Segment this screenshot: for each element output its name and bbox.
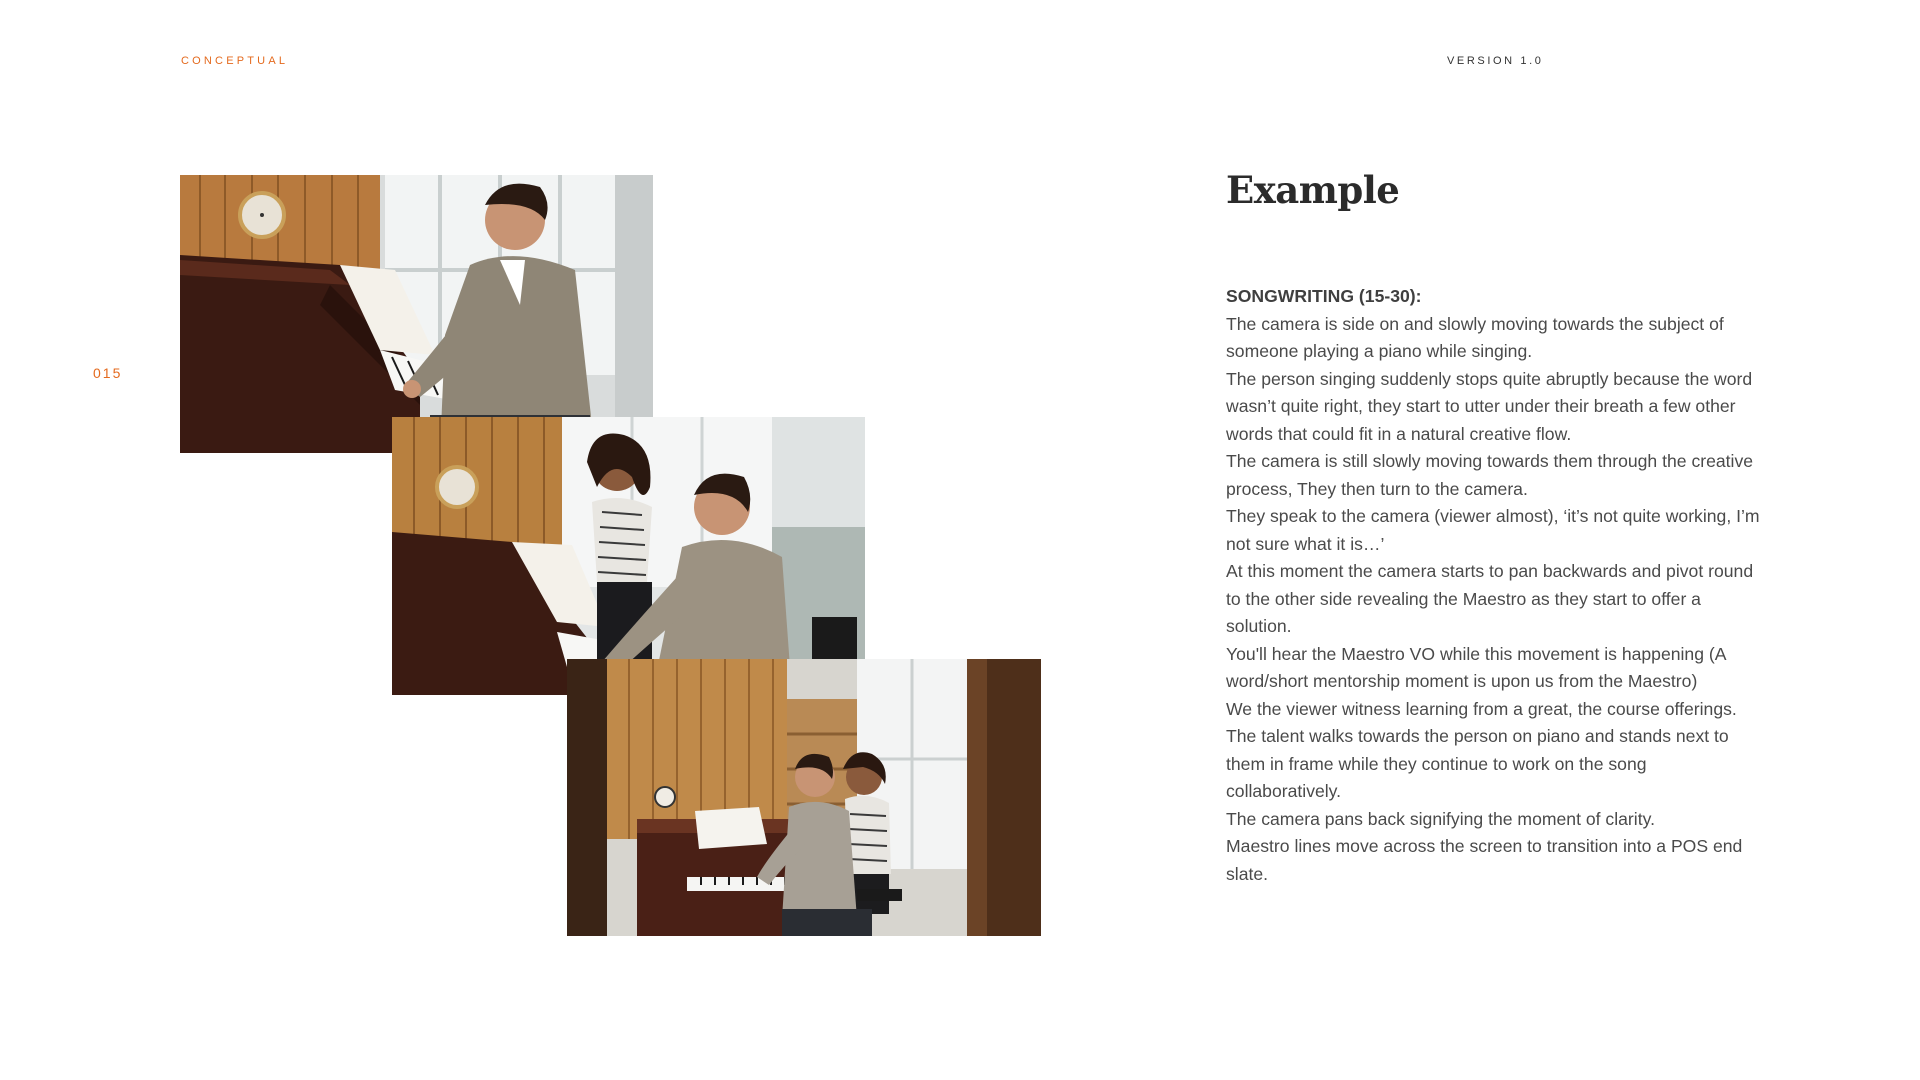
page-number: 015 [93, 365, 123, 381]
script-paragraph: We the viewer witness learning from a great, the course offerings. [1226, 698, 1737, 719]
script-paragraph: You'll hear the Maestro VO while this movement is happening (A word/short mentorship moment is upon us from the Maestro) [1226, 643, 1726, 691]
photo-pianist [180, 175, 653, 453]
photo-singer-and-pianist [392, 417, 865, 695]
script-text [1226, 283, 1766, 888]
slide-title: Example [1226, 168, 1400, 212]
script-paragraph: At this moment the camera starts to pan backwards and pivot round to the other side revealing the Maestro as they start to offer a solution. [1226, 561, 1754, 636]
version-label: VERSION 1.0 [1447, 55, 1544, 67]
script-paragraph: The camera is side on and slowly moving towards the subject of someone playing a piano while singing. [1226, 313, 1724, 361]
section-label: CONCEPTUAL [181, 55, 289, 67]
script-paragraph: The person singing suddenly stops quite abruptly because the word wasn’t quite right, they start to utter under their breath a few other words that could fit in a natural creative flow. [1226, 368, 1753, 444]
script-paragraph: The camera pans back signifying the moment of clarity. [1226, 808, 1655, 829]
script-paragraph: The talent walks towards the person on piano and stands next to them in frame while they continue to work on the song collaboratively. [1226, 726, 1729, 801]
photo-lesson-room [567, 659, 1041, 936]
script-paragraph: They speak to the camera (viewer almost), ‘it’s not quite working, I’m not sure what it is…’ [1226, 506, 1760, 554]
script-paragraph: The camera is still slowly moving towards them through the creative process, They then turn to the camera. [1226, 451, 1754, 499]
script-subhead: SONGWRITING (15-30): [1226, 286, 1422, 306]
script-paragraph: Maestro lines move across the screen to transition into a POS end slate. [1226, 836, 1743, 884]
